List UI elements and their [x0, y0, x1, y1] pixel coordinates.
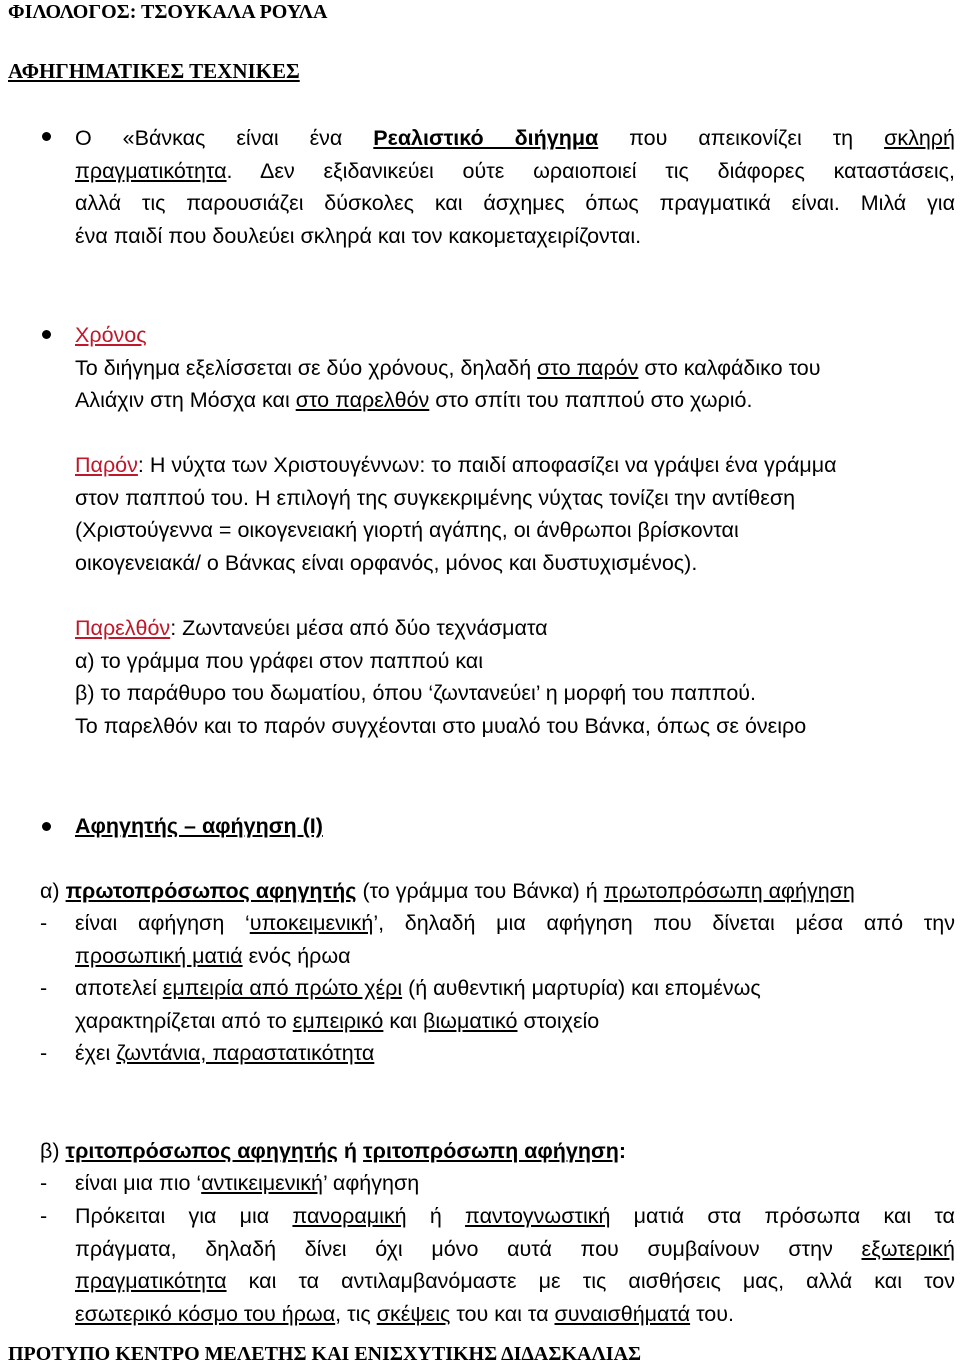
text-run: (ή αυθεντική μαρτυρία) και επομένως [402, 976, 761, 1000]
dash-marker: - [40, 1041, 48, 1065]
text-line [75, 972, 955, 1005]
section-heading-narrator [75, 810, 323, 843]
text-line: α) το γράμμα που γράφει στον παππού και [75, 648, 484, 673]
text-run: είναι αφήγηση ‘ [75, 911, 250, 935]
list-item [75, 1167, 955, 1200]
text-run: Το διήγημα εξελίσσεται σε δύο χρόνους, δηλαδή [75, 355, 538, 380]
text-line [75, 1233, 955, 1266]
text-line [40, 875, 955, 908]
text-run: ’, δηλαδή μια αφήγηση που δίνεται μέσα από την [373, 911, 955, 935]
text-line [75, 449, 960, 482]
text-run: : [618, 1139, 627, 1163]
text-line [75, 1005, 955, 1038]
bullet-dot-icon [42, 330, 51, 339]
term-thoughts: σκέψεις [376, 1301, 451, 1326]
text-line: Το παρελθόν και το παρόν συγχέονται στο μυαλό του Βάνκα, όπως σε όνειρο [75, 713, 807, 738]
term-realistic-story: Ρεαλιστικό διήγημα [373, 126, 599, 150]
text-line [75, 1298, 955, 1331]
text-line: β) το παράθυρο του δωματίου, όπου ‘ζωντανεύει’ η μορφή του παππού. [75, 681, 757, 705]
paragraph-present [75, 449, 960, 579]
text-run: χαρακτηρίζεται από το [75, 1008, 293, 1033]
term-present: στο παρόν [537, 355, 639, 380]
term-third-person-narrator: τριτοπρόσωπος αφηγητής [65, 1139, 338, 1163]
section-heading-text: Αφηγητής – αφήγηση (Ι) [75, 814, 323, 838]
text-run: είναι μια πιο ‘ [75, 1171, 202, 1195]
label-present: Παρόν [75, 453, 138, 477]
text-run: , τις [335, 1301, 377, 1326]
text-run: β) [40, 1139, 66, 1163]
term-panoramic: πανοραμική [292, 1204, 407, 1228]
list-item [75, 972, 955, 1037]
text-run: αποτελεί [75, 976, 163, 1000]
text-run: Αλιάχιν στη Μόσχα και [75, 388, 296, 412]
paragraph-past [75, 612, 955, 742]
text-line [75, 384, 955, 417]
text-run: . Δεν εξιδανικεύει ούτε ωραιοποιεί τις διάφορες καταστάσεις, [226, 158, 955, 183]
term-first-person-narration: πρωτοπρόσωπη αφήγηση [603, 879, 855, 903]
text-line [75, 122, 955, 155]
term-feelings: συναισθήματά [554, 1301, 691, 1326]
text-line [75, 155, 955, 188]
bullet-dot-icon [42, 822, 51, 831]
term-experiential: βιωματικό [423, 1008, 518, 1033]
text-run: : Η νύχτα των Χριστουγέννων: το παιδί αποφασίζει να γράψει ένα γράμμα [137, 453, 837, 477]
text-line [40, 1135, 955, 1168]
text-run: στοιχείο [517, 1008, 600, 1033]
text-run: α) [40, 879, 66, 903]
text-run: έχει [75, 1041, 117, 1065]
text-run: του και τα [450, 1301, 555, 1326]
subsection-third-person [40, 1135, 955, 1168]
text-run: στο καλφάδικο του [638, 355, 821, 380]
list-item [75, 907, 955, 972]
page-title: ΑΦΗΓΗΜΑΤΙΚΕΣ ΤΕΧΝΙΚΕΣ [8, 59, 300, 83]
text-line: στον παππού του. Η επιλογή της συγκεκριμένης νύχτας τονίζει την αντίθεση [75, 485, 796, 510]
term-empirical: εμπειρικό [292, 1008, 384, 1033]
dash-marker: - [40, 976, 48, 1000]
page-footer: ΠΡΟΤΥΠΟ ΚΕΝΤΡΟ ΜΕΛΕΤΗΣ ΚΑΙ ΕΝΙΣΧΥΤΙΚΗΣ ΔΙΔΑΣΚΑΛΙΑΣ [8, 1343, 642, 1365]
term-subjective: υποκειμενική [249, 911, 374, 935]
text-line [75, 940, 955, 973]
text-line: αλλά τις παρουσιάζει δύσκολες και άσχημες όπως πραγματικά είναι. Μιλά για [75, 191, 955, 215]
text-run: του. [690, 1301, 734, 1326]
text-line [75, 1167, 955, 1200]
text-run: Πρόκειται για μια [75, 1204, 293, 1228]
dash-marker: - [40, 1204, 48, 1228]
text-line: (Χριστούγεννα = οικογενειακή γιορτή αγάπης, οι άνθρωποι βρίσκονται [75, 518, 739, 542]
section-time [75, 319, 955, 417]
text-line [75, 1200, 955, 1233]
text-line [75, 1037, 955, 1070]
text-run: Ο «Βάνκας είναι ένα [75, 126, 374, 150]
term-external: εξωτερική [861, 1236, 955, 1261]
text-line [75, 1265, 955, 1298]
list-item [75, 1037, 955, 1070]
text-run: ενός ήρωα [242, 943, 351, 968]
text-run: ή [337, 1139, 364, 1163]
text-run: πράγματα, δηλαδή δίνει όχι μόνο αυτά που συμβαίνουν στην [75, 1236, 862, 1261]
text-run: ή [406, 1204, 466, 1228]
term-harsh: σκληρή [884, 126, 955, 150]
dash-marker: - [40, 1171, 48, 1195]
text-line: οικογενειακά/ ο Βάνκας είναι ορφανός, μόνος και δυστυχισμένος). [75, 550, 698, 575]
text-run: ’ αφήγηση [322, 1171, 420, 1195]
paragraph-realism [75, 122, 955, 252]
text-line: ένα παιδί που δουλεύει σκληρά και τον κακομεταχειρίζονται. [75, 223, 642, 248]
section-heading-time: Χρόνος [75, 323, 147, 347]
text-run: : Ζωντανεύει μέσα από δύο τεχνάσματα [170, 616, 548, 640]
subsection-first-person [40, 875, 955, 908]
term-vividness: ζωντάνια, παραστατικότητα [116, 1041, 375, 1065]
term-reality: πραγματικότητα [75, 158, 227, 183]
page-header: ΦΙΛΟΛΟΓΟΣ: ΤΣΟΥΚΑΛΑ ΡΟΥΛΑ [8, 1, 328, 23]
text-line [75, 352, 955, 385]
text-run: στο σπίτι του παππού στο χωριό. [429, 388, 753, 412]
text-run: (το γράμμα του Βάνκα) ή [356, 879, 604, 903]
term-objective: αντικειμενική [201, 1171, 323, 1195]
text-run: που απεικονίζει τη [598, 126, 885, 150]
term-omniscient: παντογνωστική [465, 1204, 611, 1228]
term-third-person-narration: τριτοπρόσωπη αφήγηση [363, 1139, 619, 1163]
term-first-person-narrator: πρωτοπρόσωπος αφηγητής [65, 879, 357, 903]
term-past: στο παρελθόν [295, 388, 430, 412]
term-personal-view: προσωπική ματιά [75, 943, 243, 968]
text-run: ματιά στα πρόσωπα και τα [610, 1204, 955, 1228]
label-past: Παρελθόν [75, 616, 171, 640]
bullet-dot-icon [42, 132, 51, 141]
text-line [75, 612, 955, 645]
term-first-hand: εμπειρία από πρώτο χέρι [162, 976, 403, 1000]
dash-marker: - [40, 911, 48, 935]
text-run: και τα αντιλαμβανόμαστε με τις αισθήσεις μας, αλλά και τον [226, 1269, 955, 1293]
list-item [75, 1200, 955, 1330]
term-reality: πραγματικότητα [75, 1269, 227, 1293]
term-inner-world: εσωτερικό κόσμο του ήρωα [75, 1301, 336, 1326]
text-line [75, 907, 955, 940]
text-run: και [383, 1008, 424, 1033]
